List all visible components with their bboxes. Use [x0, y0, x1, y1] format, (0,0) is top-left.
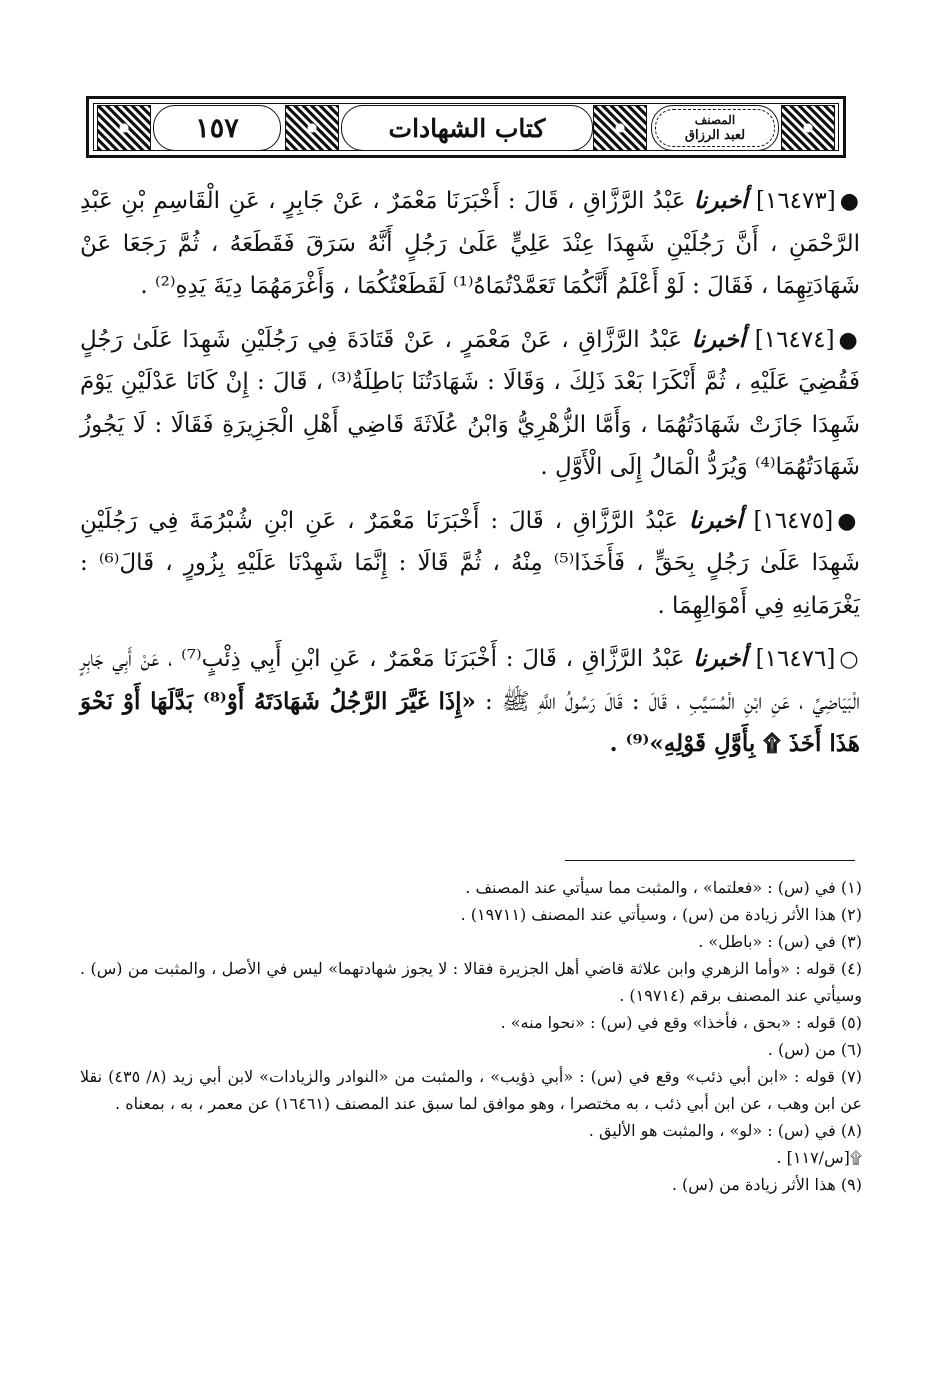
manuscript-folio-marker: ۩[س/١١٧] .: [776, 1148, 862, 1167]
book-title: كتاب الشهادات: [388, 113, 546, 143]
ornament-left-inner: [285, 105, 339, 151]
hadith-entry: [80, 319, 860, 489]
entry-number: [١٦٤٧٦]: [755, 646, 836, 672]
entry-number: [١٦٤٧٣]: [755, 188, 836, 214]
bullet-icon: ●: [837, 507, 861, 534]
akhbarana: أخبرنا: [693, 645, 747, 672]
ornament-left-outer: [97, 105, 151, 151]
footnote-divider: [565, 860, 855, 861]
hadith-entry: [80, 180, 860, 308]
akhbarana: أخبرنا: [691, 325, 746, 353]
entry-text: عَبْدُ الرَّزَّاقِ ، قَالَ : أَخْبَرَنَا مَعْمَرٌ ، عَنْ جَابِرٍ ، عَنِ الْقَاسِمِ بْنِ عَبْدِ الرَّحْمَنِ ، أَنَّ رَجُلَيْنِ شَهِدَا عِنْدَ عَلِيٍّ عَلَىٰ رَجُلٍ أَنَّهُ سَرَقَ فَقَطَعَهُ ، ثُمَّ رَجَعَا عَنْ شَهَادَتِهِمَا ، فَقَالَ : لَوْ أَعْلَمُ أَنَّكُمَا تَعَمَّدْتُمَاهُ⁽¹⁾ لَقَطَعْتُكُمَا ، وَأَغْرَمَهُمَا دِيَةَ يَدِهِ⁽²⁾ .: [80, 188, 860, 299]
page-number: ١٥٧: [195, 112, 239, 144]
akhbarana: أخبرنا: [688, 506, 743, 534]
hadith-entry: [80, 500, 860, 628]
bullet-icon: ●: [838, 326, 860, 353]
footnote: (٦) من (س) .: [767, 1040, 862, 1059]
bullet-icon: ○: [839, 646, 860, 672]
footnote: (٥) قوله : «بحق ، فأخذا» وقع في (س) : «نحوا منه» .: [500, 1013, 862, 1032]
footnote: (٤) قوله : «وأما الزهري وابن علاثة قاضي أهل الجزيرة فقالا : لا يجوز شهادتهما» ليس في الأصل ، والمثبت من (س) . وسيأتي عند المصنف برقم (١٩٧١٤) .: [80, 959, 862, 1005]
page-number-cartouche: [153, 105, 281, 151]
bullet-icon: ●: [839, 188, 861, 214]
footnote: (٢) هذا الأثر زيادة من (س) ، وسيأتي عند المصنف (١٩٧١١) .: [460, 905, 862, 924]
footnote: (٣) في (س) : «باطل» .: [698, 932, 862, 951]
entry-number: [١٦٤٧٥]: [753, 507, 834, 534]
logo-ring: [655, 109, 775, 147]
footnote: (٩) هذا الأثر زيادة من (س) .: [671, 1175, 862, 1194]
ornament-right-inner: [593, 105, 647, 151]
prophetic-quote: «إِذَا غَيَّرَ الرَّجُلُ شَهَادَتَهُ أَوْ⁽⁸⁾ بَدَّلَهَا أَوْ نَحْوَ هَذَا أَخَذَ ۩ بِأَوَّلِ قَوْلِهِ»⁽⁹⁾ .: [80, 687, 860, 757]
logo-bottom-text: لعبد الرزاق: [684, 128, 746, 143]
entry-text: عَبْدُ الرَّزَّاقِ ، عَنْ مَعْمَرٍ ، عَنْ قَتَادَةَ فِي رَجُلَيْنِ شَهِدَا عَلَىٰ رَجُلٍ فَقُضِيَ عَلَيْهِ ، ثُمَّ أَنْكَرَا بَعْدَ ذَلِكَ ، وَقَالَا : شَهَادَتُنَا بَاطِلَةٌ⁽³⁾ ، قَالَ : إِنْ كَانَا عَدْلَيْنِ يَوْمَ شَهِدَا جَازَتْ شَهَادَتُهُمَا ، وَأَمَّا الزُّهْرِيُّ وَابْنُ عُلَاثَةَ قَاضِي أَهْلِ الْجَزِيرَةِ فَقَالَا : لَا يَجُوزُ شَهَادَتُهُمَا⁽⁴⁾ وَيُرَدُّ الْمَالُ إِلَى الْأَوَّلِ .: [80, 326, 860, 480]
footnote: (٨) في (س) : «لو» ، والمثبت هو الأليق .: [588, 1121, 862, 1140]
series-logo: [651, 105, 779, 151]
main-text: [80, 180, 860, 777]
ornament-right-outer: [781, 105, 835, 151]
book-title-cartouche: [341, 105, 593, 151]
page-header: [86, 96, 846, 158]
hadith-entry: [80, 638, 860, 766]
entry-text: عَبْدُ الرَّزَّاقِ ، قَالَ : أَخْبَرَنَا مَعْمَرٌ ، عَنِ ابْنِ أَبِي ذِئْبٍ⁽⁷⁾ ، عَنْ أَبِي جَابِرٍ الْبَيَاضِيِّ ، عَنِ ابْنِ الْمُسَيَّبِ ، قَالَ : قَالَ رَسُولُ اللَّهِ ﷺ :: [80, 646, 861, 715]
footnote: (١) في (س) : «فعلتما» ، والمثبت مما سيأتي عند المصنف .: [465, 878, 862, 897]
entry-text: عَبْدُ الرَّزَّاقِ ، قَالَ : أَخْبَرَنَا مَعْمَرٌ ، عَنِ ابْنِ شُبْرُمَةَ فِي رَجُلَيْنِ شَهِدَا عَلَىٰ رَجُلٍ بِحَقٍّ ، فَأَخَذَا⁽⁵⁾ مِنْهُ ، ثُمَّ قَالَا : إِنَّمَا شَهِدْنَا عَلَيْهِ بِزُورٍ ، قَالَ⁽⁶⁾ : يَغْرَمَانِهِ فِي أَمْوَالِهِمَا .: [80, 507, 860, 619]
akhbarana: أخبرنا: [693, 187, 748, 214]
footnote: (٧) قوله : «ابن أبي ذئب» وقع في (س) : «أبي ذؤيب» ، والمثبت من «النوادر والزيادات» لابن أبي زيد (٨/ ٤٣٥) نقلا عن ابن وهب ، عن ابن أبي ذئب ، به مختصرا ، وهو موافق لما سبق عند المصنف (١٦٤٦١) عن معمر ، به ، بمعناه .: [80, 1067, 863, 1113]
entry-number: [١٦٤٧٤]: [754, 326, 835, 353]
footnotes: [80, 874, 862, 1198]
logo-top-text: المصنف: [694, 113, 736, 127]
